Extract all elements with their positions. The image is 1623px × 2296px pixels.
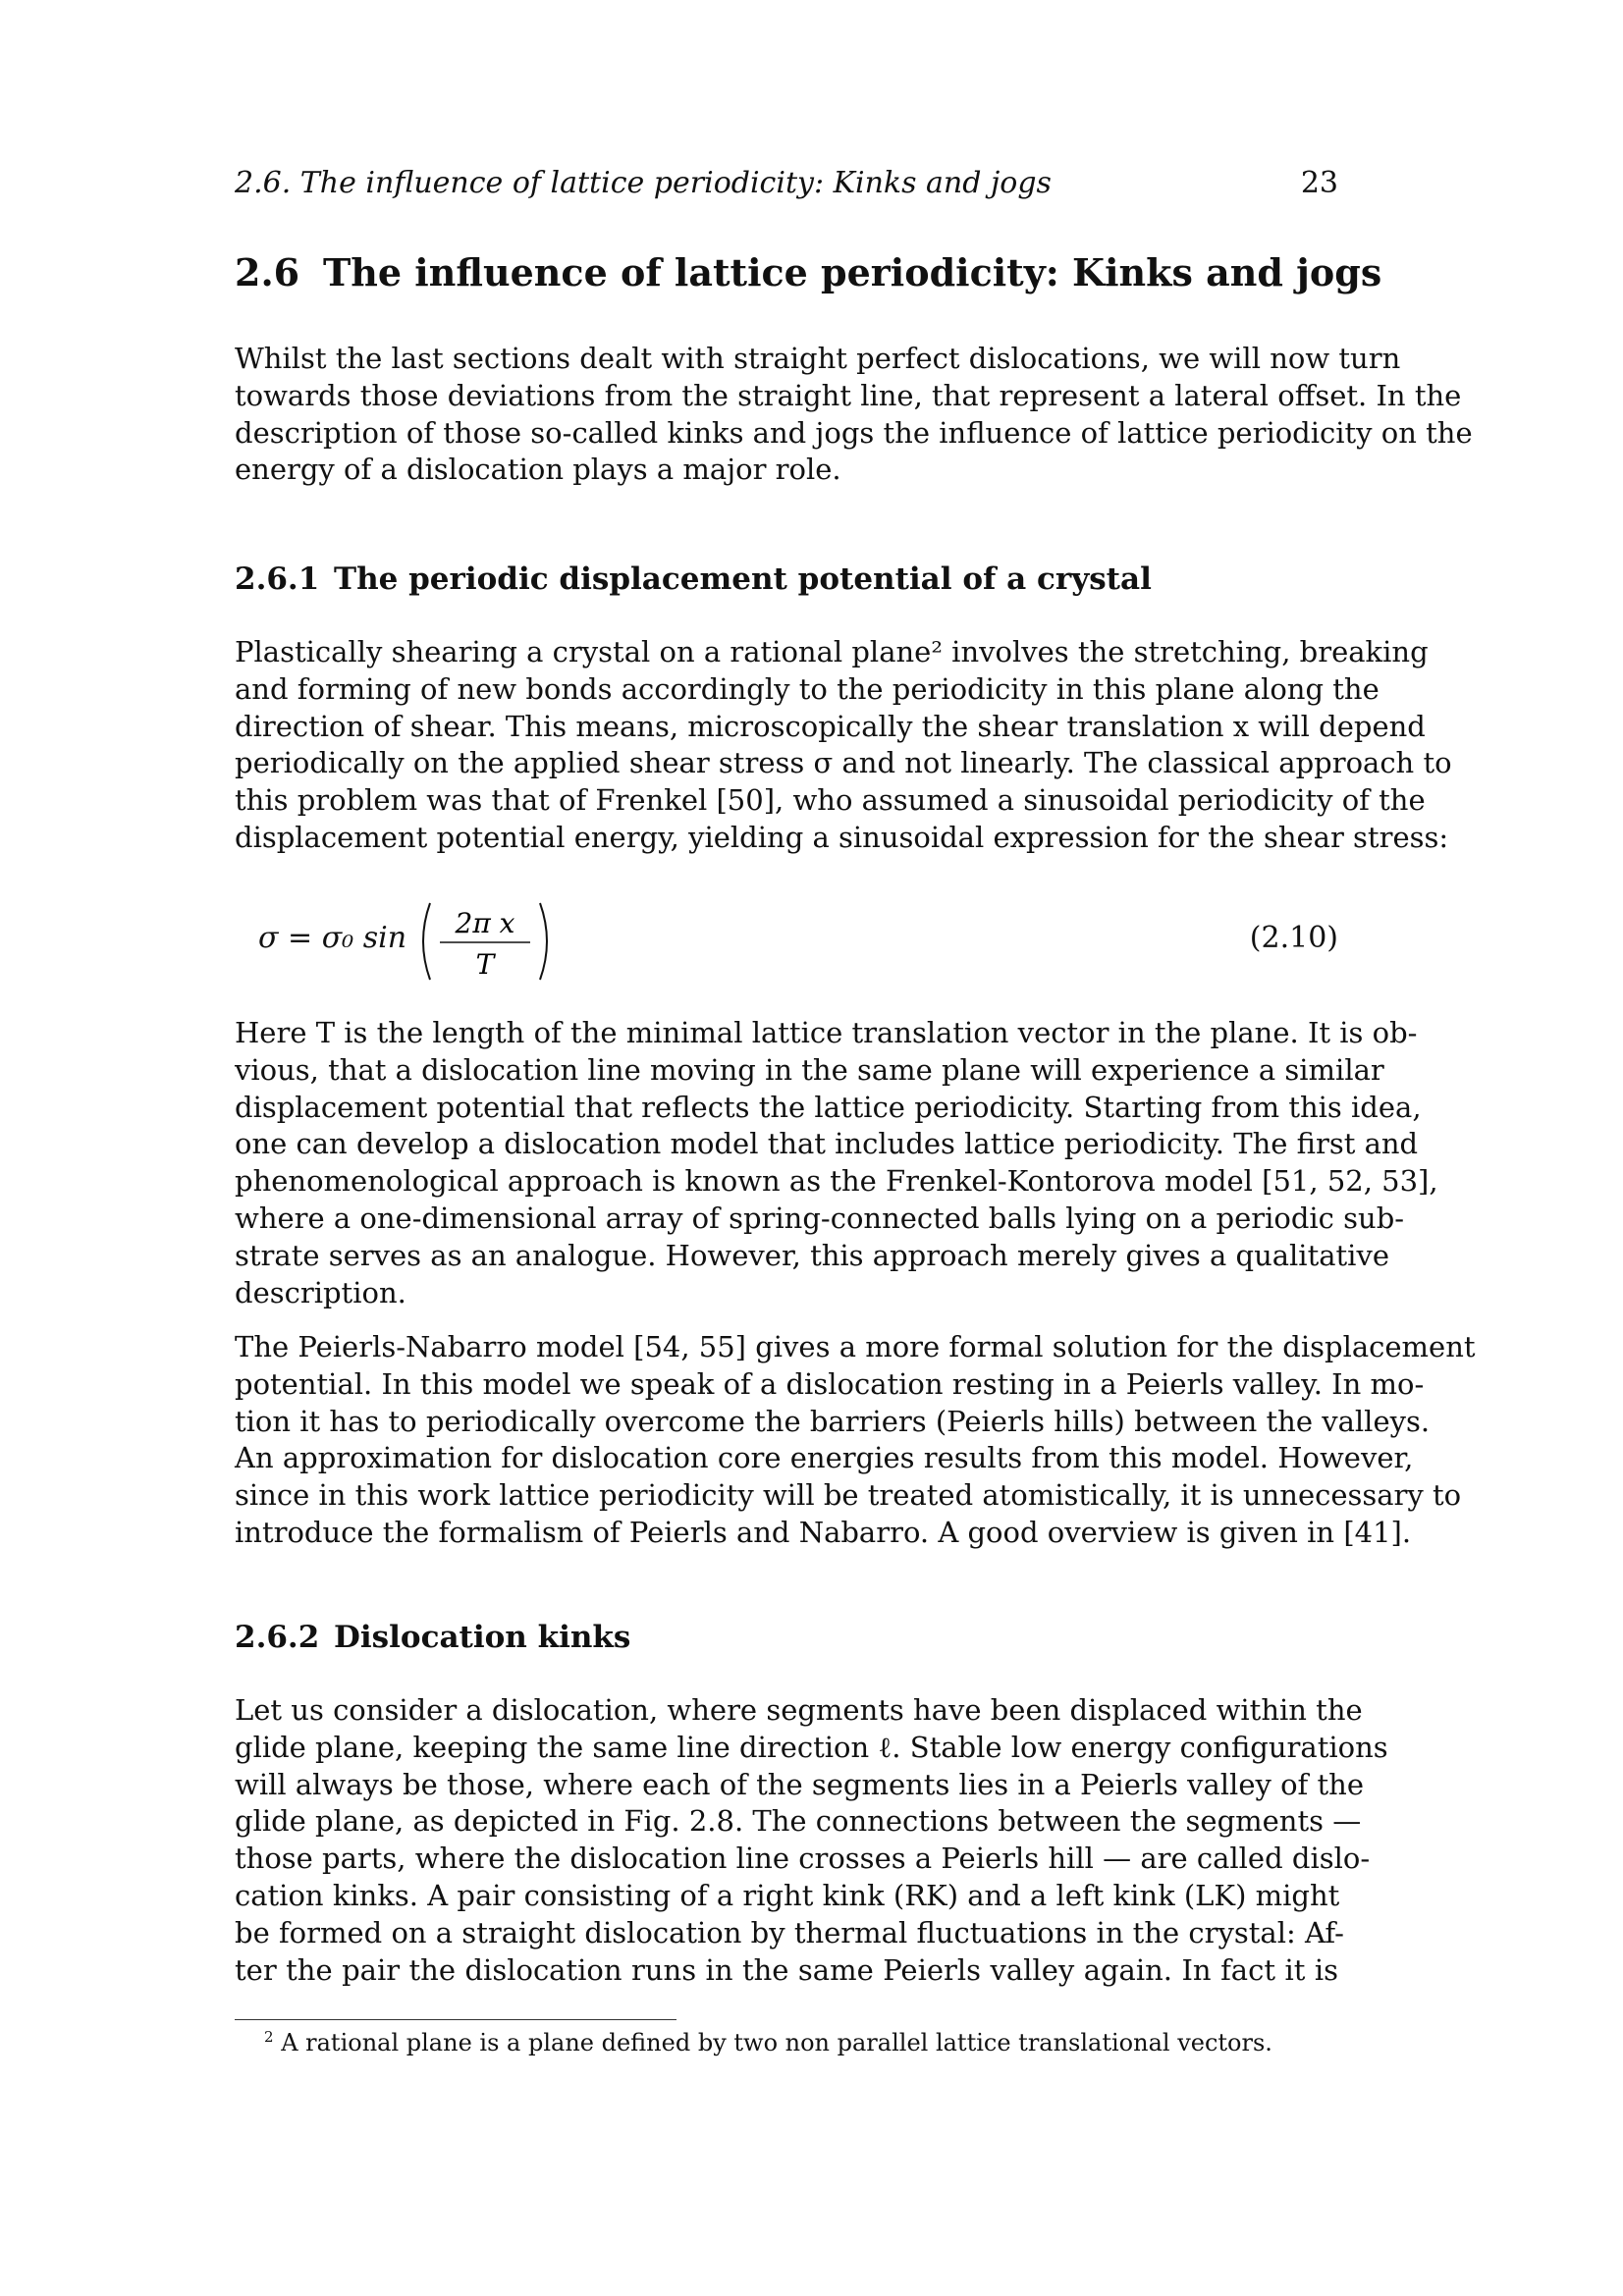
para4-line: ter the pair the dislocation runs in the same Peierls valley again. In fact it is <box>235 1952 1338 1987</box>
equation-2-10 <box>235 895 1338 984</box>
subsection-number: 2.6.2 <box>235 1620 320 1655</box>
para2-line: phenomenological approach is known as the Frenkel-Kontorova model [51, 52, 53], <box>235 1164 1438 1199</box>
footnote-rule <box>235 2019 676 2020</box>
intro-line: description of those so-called kinks and jogs the influence of lattice periodicity on the <box>235 415 1473 450</box>
subsection-title: The periodic displacement potential of a crystal <box>334 561 1152 597</box>
paragraph-kinks <box>235 1692 1388 1989</box>
para3-line: An approximation for dislocation core energies results from this model. However, <box>235 1441 1414 1475</box>
paragraph-frenkel <box>235 634 1452 857</box>
para1-line: Plastically shearing a crystal on a rational plane² involves the stretching, breaking <box>235 635 1429 668</box>
para4-line: cation kinks. A pair consisting of a right kink (RK) and a left kink (LK) might <box>235 1878 1340 1912</box>
para3-line: since in this work lattice periodicity will be treated atomistically, it is unnecessary to <box>235 1478 1462 1513</box>
intro-line: towards those deviations from the straight line, that represent a lateral offset. In the <box>235 378 1462 412</box>
running-title: 2.6. The influence of lattice periodicity: Kinks and jogs <box>235 166 1052 200</box>
para2-line: where a one-dimensional array of spring-connected balls lying on a periodic sub- <box>235 1201 1405 1235</box>
intro-line: energy of a dislocation plays a major role. <box>235 453 841 487</box>
para4-line: those parts, where the dislocation line crosses a Peierls hill — are called dislo- <box>235 1842 1371 1876</box>
page-number: 23 <box>1300 166 1338 200</box>
para1-line: direction of shear. This means, microscopically the shear translation x will depend <box>235 709 1426 743</box>
equation-fraction <box>416 897 554 986</box>
section-heading <box>235 248 1381 297</box>
subsection-title: Dislocation kinks <box>334 1620 631 1655</box>
para2-line: vious, that a dislocation line moving in the same plane will experience a similar <box>235 1052 1384 1087</box>
subsection-heading-2 <box>235 1618 630 1657</box>
para3-line: potential. In this model we speak of a dislocation resting in a Peierls valley. In mo- <box>235 1366 1425 1401</box>
para4-line: Let us consider a dislocation, where segments have been displaced within the <box>235 1693 1363 1727</box>
para2-line: one can develop a dislocation model that includes lattice periodicity. The first and <box>235 1127 1419 1161</box>
para4-line: be formed on a straight dislocation by thermal fluctuations in the crystal: Af- <box>235 1915 1344 1949</box>
paragraph-frenkel-kontorova <box>235 1015 1438 1311</box>
para3-line: The Peierls-Nabarro model [54, 55] gives a more formal solution for the displacement <box>235 1330 1476 1363</box>
para2-line: Here T is the length of the minimal lattice translation vector in the plane. It is ob- <box>235 1016 1418 1049</box>
equation-label: (2.10) <box>1249 921 1338 955</box>
para3-line: introduce the formalism of Peierls and Nabarro. A good overview is given in [41]. <box>235 1515 1412 1549</box>
para1-line: and forming of new bonds accordingly to the periodicity in this plane along the <box>235 671 1380 706</box>
running-header <box>235 164 1338 203</box>
para4-line: glide plane, as depicted in Fig. 2.8. The connections between the segments — <box>235 1804 1362 1839</box>
para1-line: this problem was that of Frenkel [50], who assumed a sinusoidal periodicity of the <box>235 783 1426 818</box>
footnote-marker: 2 <box>264 2028 274 2046</box>
intro-paragraph <box>235 341 1473 489</box>
footnote <box>264 2028 1272 2057</box>
subsection-heading-1 <box>235 560 1152 599</box>
paragraph-peierls-nabarro <box>235 1329 1476 1552</box>
intro-line: Whilst the last sections dealt with straight perfect dislocations, we will now turn <box>235 342 1401 375</box>
para1-line: periodically on the applied shear stress σ and not linearly. The classical approach to <box>235 746 1452 780</box>
equation-denominator: T <box>475 948 495 981</box>
equation-lhs: σ = σ₀ sin <box>258 921 407 955</box>
subsection-number: 2.6.1 <box>235 561 320 597</box>
footnote-text: A rational plane is a plane defined by two non parallel lattice translational vectors. <box>281 2029 1272 2056</box>
para4-line: glide plane, keeping the same line direction ℓ. Stable low energy configurations <box>235 1730 1388 1764</box>
section-title: The influence of lattice periodicity: Kinks and jogs <box>323 250 1382 294</box>
para4-line: will always be those, where each of the segments lies in a Peierls valley of the <box>235 1767 1364 1801</box>
para2-line: strate serves as an analogue. However, this approach merely gives a qualitative <box>235 1238 1390 1272</box>
equation-numerator: 2π x <box>455 907 515 939</box>
para2-line: displacement potential that reflects the lattice periodicity. Starting from this idea, <box>235 1090 1422 1124</box>
para3-line: tion it has to periodically overcome the barriers (Peierls hills) between the valleys. <box>235 1404 1431 1438</box>
para1-line: displacement potential energy, yielding a sinusoidal expression for the shear stress: <box>235 820 1449 854</box>
section-number: 2.6 <box>235 250 300 294</box>
para2-line: description. <box>235 1275 406 1309</box>
